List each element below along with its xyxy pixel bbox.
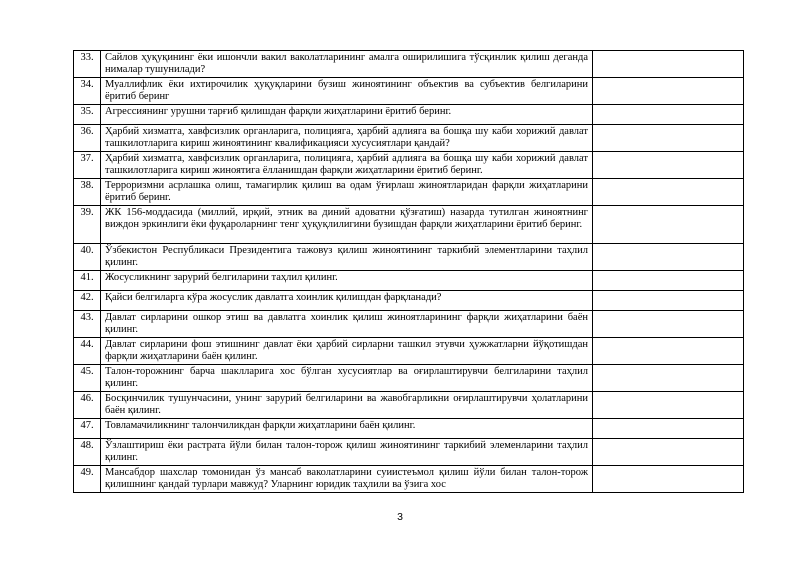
table-row <box>74 271 744 291</box>
question-number: 42. <box>74 291 101 311</box>
empty-cell <box>593 311 744 338</box>
table-row <box>74 419 744 439</box>
question-number: 41. <box>74 271 101 291</box>
question-text: Ўзбекистон Республикаси Президентига тажовуз қилиш жиноятининг таркибий элементларини таҳлил қилинг. <box>101 244 593 271</box>
table-row <box>74 392 744 419</box>
question-number: 33. <box>74 51 101 78</box>
empty-cell <box>593 439 744 466</box>
table-row <box>74 439 744 466</box>
question-text: Агрессиянинг урушни тарғиб қилишдан фарқли жиҳатларини ёритиб беринг. <box>101 105 593 125</box>
question-number: 37. <box>74 152 101 179</box>
table-row <box>74 291 744 311</box>
table-row <box>74 179 744 206</box>
question-text: Мансабдор шахслар томонидан ўз мансаб ваколатларини суиистеъмол қилиш йўли билан талон-торож қилишнинг қандай турлари мавжуд? Уларнинг юридик таҳлили ва ўзига хос <box>101 466 593 493</box>
empty-cell <box>593 244 744 271</box>
question-text: Ҳарбий хизматга, хавфсизлик органларига, полицияга, ҳарбий адлияга ва бошқа шу каби хорижий давлат ташкилотларига кириш жиноятининг квалификацияси хусусиятлари қандай? <box>101 125 593 152</box>
question-number: 43. <box>74 311 101 338</box>
question-number: 38. <box>74 179 101 206</box>
question-number: 36. <box>74 125 101 152</box>
table-row <box>74 51 744 78</box>
table-row <box>74 78 744 105</box>
empty-cell <box>593 338 744 365</box>
empty-cell <box>593 152 744 179</box>
question-text: Муаллифлик ёки ихтирочилик ҳуқуқларини бузиш жиноятининг объектив ва субъектив белгиларини ёритиб беринг <box>101 78 593 105</box>
question-text: Ўзлаштириш ёки растрата йўли билан талон-торож қилиш жиноятининг таркибий элеменларини таҳлил қилинг. <box>101 439 593 466</box>
table-row <box>74 338 744 365</box>
table-row <box>74 311 744 338</box>
questions-table-body <box>74 51 744 493</box>
question-text: Товламачиликнинг талончиликдан фарқли жиҳатларини баён қилинг. <box>101 419 593 439</box>
question-number: 47. <box>74 419 101 439</box>
question-text: Жосусликнинг зарурий белгиларини таҳлил қилинг. <box>101 271 593 291</box>
question-text: Талон-торожнинг барча шаклларига хос бўлган хусусиятлар ва оғирлаштирувчи белгиларини таҳлил қилинг. <box>101 365 593 392</box>
question-text: Терроризмни асрлашка олиш, тамагирлик қилиш ва одам ўғирлаш жиноятларидан фарқли жиҳатларини ёритиб беринг. <box>101 179 593 206</box>
question-text: Давлат сирларини фош этишнинг давлат ёки ҳарбий сирларни ташкил этувчи ҳужжатларни йўқотишдан фарқли жиҳатларини баён қилинг. <box>101 338 593 365</box>
table-row <box>74 466 744 493</box>
question-text: Ҳарбий хизматга, хавфсизлик органларига, полицияга, ҳарбий адлияга ва бошқа шу каби хорижий давлат ташкилотларига кириш жиноятига ёлланишдан фарқли жиҳатларини ёритиб беринг. <box>101 152 593 179</box>
question-text: Босқинчилик тушунчасини, унинг зарурий белгиларини ва жавобгарликни оғирлаштирувчи ҳолатларини баён қилинг. <box>101 392 593 419</box>
question-number: 46. <box>74 392 101 419</box>
empty-cell <box>593 291 744 311</box>
question-number: 44. <box>74 338 101 365</box>
empty-cell <box>593 392 744 419</box>
question-text: Қайси белгиларга кўра жосуслик давлатга хоинлик қилишдан фарқланади? <box>101 291 593 311</box>
table-row <box>74 244 744 271</box>
empty-cell <box>593 206 744 244</box>
empty-cell <box>593 271 744 291</box>
table-row <box>74 125 744 152</box>
question-number: 48. <box>74 439 101 466</box>
question-number: 40. <box>74 244 101 271</box>
question-number: 34. <box>74 78 101 105</box>
empty-cell <box>593 365 744 392</box>
question-text: Сайлов ҳуқуқининг ёки ишончли вакил ваколатларининг амалга оширилишига тўсқинлик қилиш деганда нималар тушунилади? <box>101 51 593 78</box>
question-number: 39. <box>74 206 101 244</box>
empty-cell <box>593 466 744 493</box>
question-number: 45. <box>74 365 101 392</box>
table-row <box>74 105 744 125</box>
empty-cell <box>593 51 744 78</box>
table-row <box>74 206 744 244</box>
question-number: 35. <box>74 105 101 125</box>
empty-cell <box>593 419 744 439</box>
question-number: 49. <box>74 466 101 493</box>
table-row <box>74 365 744 392</box>
questions-table <box>73 50 744 493</box>
empty-cell <box>593 78 744 105</box>
table-row <box>74 152 744 179</box>
page-number: 3 <box>397 511 403 523</box>
empty-cell <box>593 179 744 206</box>
empty-cell <box>593 105 744 125</box>
question-text: Давлат сирларини ошкор этиш ва давлатга хоинлик қилиш жиноятларининг фарқли жиҳатларини баён қилинг. <box>101 311 593 338</box>
empty-cell <box>593 125 744 152</box>
question-text: ЖК 156-моддасида (миллий, ирқий, этник ва диний адоватни қўзғатиш) назарда тутилган жиноятнинг виждон эркинлиги ёки фуқароларнинг тенг ҳуқуқлилигини бузишдан фарқли жиҳатларини ёритиб беринг. <box>101 206 593 244</box>
